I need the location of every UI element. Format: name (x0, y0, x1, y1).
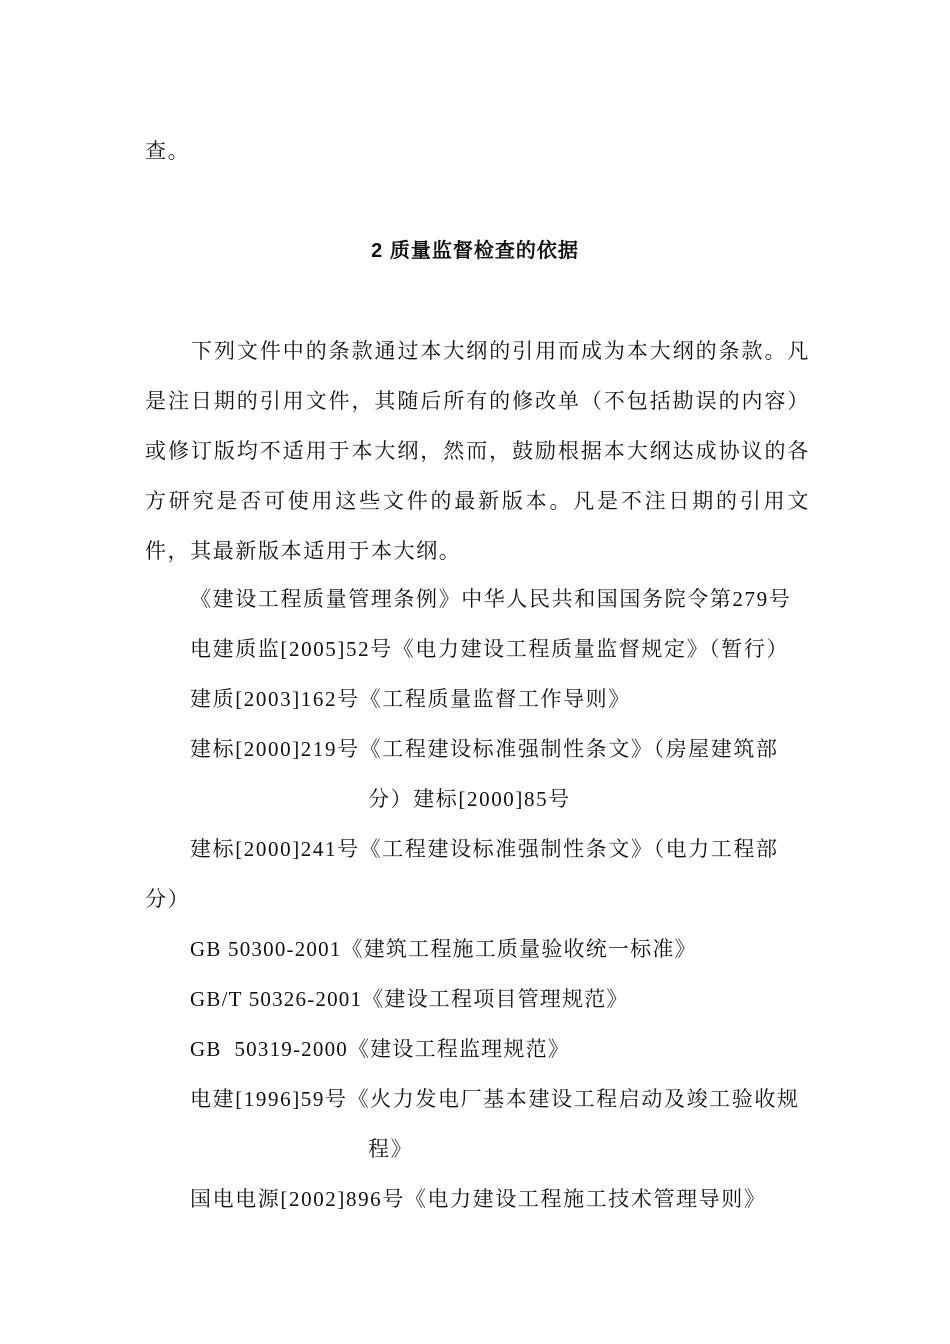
reference-item: GB 50319-2000《建设工程监理规范》 (190, 1037, 570, 1061)
reference-item-continuation: 程》 (368, 1137, 414, 1161)
reference-item: 建标[2000]219号《工程建设标准强制性条文》（房屋建筑部 (190, 737, 779, 761)
reference-item: 电建质监[2005]52号《电力建设工程质量监督规定》（暂行） (190, 637, 790, 661)
reference-item: GB 50300-2001《建筑工程施工质量验收统一标准》 (190, 937, 697, 961)
reference-item: 《建设工程质量管理条例》中华人民共和国国务院令第279号 (190, 587, 792, 611)
reference-item: 电建[1996]59号《火力发电厂基本建设工程启动及竣工验收规 (190, 1087, 800, 1111)
leading-fragment: 查。 (145, 139, 191, 163)
intro-paragraph: 下列文件中的条款通过本大纲的引用而成为本大纲的条款。凡是注日期的引用文件，其随后所有的修改单（不包括勘误的内容）或修订版均不适用于本大纲，然而，鼓励根据本大纲达成协议的各方研究是否可使用这些文件的最新版本。凡是不注日期的引用文件，其最新版本适用于本大纲。 (145, 339, 810, 563)
reference-item: 建质[2003]162号《工程质量监督工作导则》 (190, 687, 631, 711)
reference-item-continuation: 分）建标[2000]85号 (368, 787, 571, 811)
reference-item: 国电电源[2002]896号《电力建设工程施工技术管理导则》 (190, 1187, 767, 1211)
reference-item: 建标[2000]241号《工程建设标准强制性条文》（电力工程部 (190, 837, 779, 861)
reference-item: GB/T 50326-2001《建设工程项目管理规范》 (190, 987, 629, 1011)
reference-item-continuation: 分） (145, 887, 191, 911)
section-heading: 2 质量监督检查的依据 (371, 240, 579, 262)
